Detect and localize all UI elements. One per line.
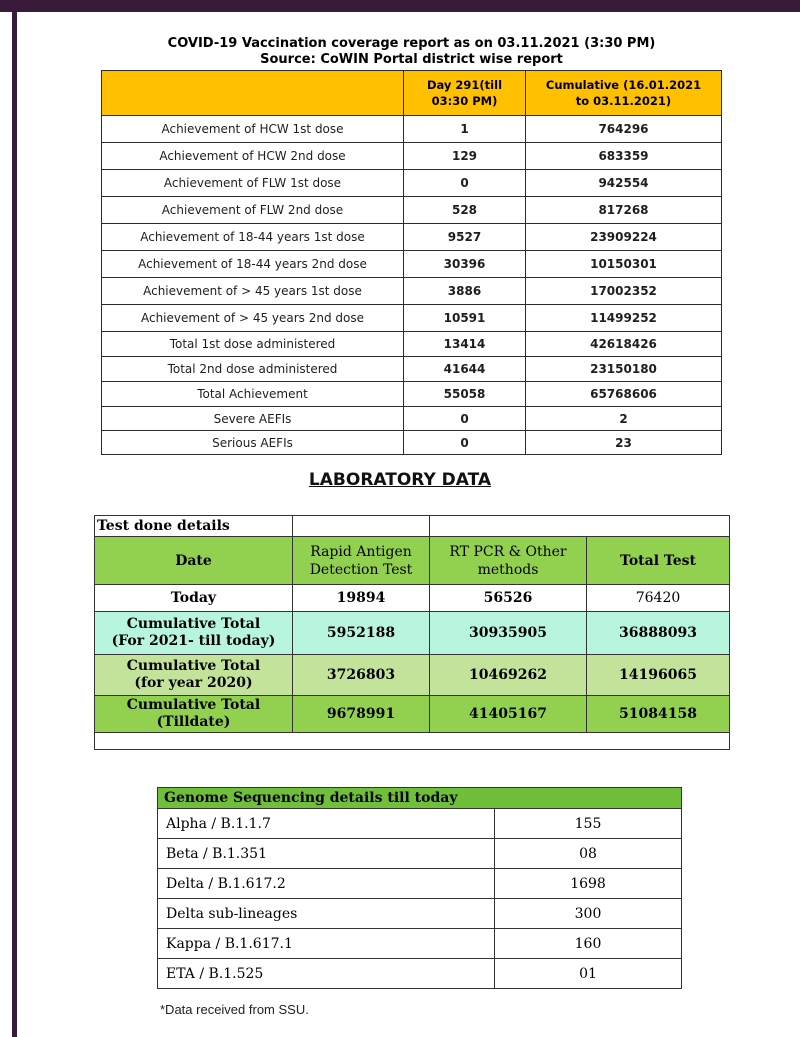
row-label: Achievement of 18-44 years 2nd dose bbox=[102, 251, 404, 278]
table-row bbox=[95, 696, 730, 733]
header-day-line2: 03:30 PM) bbox=[431, 94, 498, 108]
row-label: Total 1st dose administered bbox=[102, 332, 404, 357]
lab-rtpcr-value: 10469262 bbox=[430, 655, 587, 696]
table-row bbox=[102, 116, 722, 143]
variant-count: 160 bbox=[495, 929, 682, 959]
table-row bbox=[158, 869, 682, 899]
lab-table-footer-spacer bbox=[95, 733, 730, 750]
vaccination-report-title bbox=[102, 34, 722, 71]
row-day-value: 30396 bbox=[404, 251, 526, 278]
lab-header-rapid-line1: Rapid Antigen bbox=[310, 543, 412, 560]
genome-table-title: Genome Sequencing details till today bbox=[158, 788, 682, 809]
row-cumulative-value: 23 bbox=[526, 431, 722, 455]
lab-row-label bbox=[95, 612, 293, 655]
row-day-value: 9527 bbox=[404, 224, 526, 251]
table-row bbox=[158, 929, 682, 959]
row-day-value: 55058 bbox=[404, 382, 526, 407]
row-day-value: 3886 bbox=[404, 278, 526, 305]
variant-name: ETA / B.1.525 bbox=[158, 959, 495, 989]
table-row bbox=[158, 959, 682, 989]
table-row bbox=[158, 839, 682, 869]
lab-row-label bbox=[95, 655, 293, 696]
row-cumulative-value: 2 bbox=[526, 407, 722, 431]
lab-row-label bbox=[95, 585, 293, 612]
row-day-value: 10591 bbox=[404, 305, 526, 332]
table-row bbox=[102, 170, 722, 197]
variant-name: Alpha / B.1.1.7 bbox=[158, 809, 495, 839]
row-cumulative-value: 10150301 bbox=[526, 251, 722, 278]
variant-name: Delta sub-lineages bbox=[158, 899, 495, 929]
row-day-value: 0 bbox=[404, 431, 526, 455]
row-cumulative-value: 764296 bbox=[526, 116, 722, 143]
row-label: Achievement of 18-44 years 1st dose bbox=[102, 224, 404, 251]
lab-header-rtpcr bbox=[430, 537, 587, 585]
table-row bbox=[102, 382, 722, 407]
vaccination-coverage-table bbox=[101, 34, 722, 455]
row-day-value: 0 bbox=[404, 170, 526, 197]
lab-rtpcr-value: 56526 bbox=[430, 585, 587, 612]
variant-name: Beta / B.1.351 bbox=[158, 839, 495, 869]
row-label: Total 2nd dose administered bbox=[102, 357, 404, 382]
table-row bbox=[95, 655, 730, 696]
vaccination-title-line2: Source: CoWIN Portal district wise report bbox=[260, 52, 563, 67]
lab-total-value: 14196065 bbox=[587, 655, 730, 696]
table-row bbox=[95, 612, 730, 655]
lab-total-value: 76420 bbox=[587, 585, 730, 612]
detail-blank-cell bbox=[293, 516, 430, 537]
table-row bbox=[102, 278, 722, 305]
table-row bbox=[102, 431, 722, 455]
row-cumulative-value: 17002352 bbox=[526, 278, 722, 305]
table-row bbox=[102, 332, 722, 357]
vaccination-header-blank bbox=[102, 71, 404, 116]
page-left-border bbox=[12, 12, 17, 1037]
lab-rapid-value: 9678991 bbox=[293, 696, 430, 733]
lab-row-label-line2: (for year 2020) bbox=[134, 675, 253, 691]
row-label: Severe AEFIs bbox=[102, 407, 404, 431]
table-row bbox=[158, 899, 682, 929]
table-row bbox=[102, 357, 722, 382]
row-cumulative-value: 942554 bbox=[526, 170, 722, 197]
lab-rtpcr-value: 41405167 bbox=[430, 696, 587, 733]
lab-total-value: 51084158 bbox=[587, 696, 730, 733]
lab-rapid-value: 19894 bbox=[293, 585, 430, 612]
variant-name: Delta / B.1.617.2 bbox=[158, 869, 495, 899]
header-cum-line2: to 03.11.2021) bbox=[575, 94, 672, 108]
table-row bbox=[102, 197, 722, 224]
page-top-border bbox=[0, 0, 800, 12]
lab-row-label-line1: Cumulative Total bbox=[126, 658, 261, 674]
variant-name: Kappa / B.1.617.1 bbox=[158, 929, 495, 959]
row-cumulative-value: 42618426 bbox=[526, 332, 722, 357]
vaccination-title-line1: COVID-19 Vaccination coverage report as on 03.11.2021 (3:30 PM) bbox=[167, 36, 656, 51]
table-row bbox=[95, 585, 730, 612]
lab-total-value: 36888093 bbox=[587, 612, 730, 655]
row-day-value: 13414 bbox=[404, 332, 526, 357]
lab-row-label-line1: Today bbox=[170, 589, 217, 606]
row-day-value: 528 bbox=[404, 197, 526, 224]
table-row bbox=[102, 407, 722, 431]
variant-count: 01 bbox=[495, 959, 682, 989]
lab-row-label-line1: Cumulative Total bbox=[126, 616, 261, 632]
row-day-value: 1 bbox=[404, 116, 526, 143]
data-source-footnote: *Data received from SSU. bbox=[160, 1002, 309, 1017]
row-label: Achievement of FLW 2nd dose bbox=[102, 197, 404, 224]
lab-header-rtpcr-line1: RT PCR & Other bbox=[449, 543, 567, 560]
row-label: Total Achievement bbox=[102, 382, 404, 407]
row-cumulative-value: 11499252 bbox=[526, 305, 722, 332]
laboratory-heading: LABORATORY DATA bbox=[308, 470, 492, 490]
genome-sequencing-table bbox=[157, 787, 682, 989]
lab-header-total: Total Test bbox=[587, 537, 730, 585]
row-label: Achievement of > 45 years 2nd dose bbox=[102, 305, 404, 332]
lab-row-label-line2: (Tilldate) bbox=[156, 714, 231, 730]
row-cumulative-value: 65768606 bbox=[526, 382, 722, 407]
lab-header-rtpcr-line2: methods bbox=[477, 561, 539, 578]
test-done-details-label: Test done details bbox=[95, 516, 293, 537]
lab-header-date: Date bbox=[95, 537, 293, 585]
vaccination-header-cumulative bbox=[526, 71, 722, 116]
row-label: Achievement of HCW 1st dose bbox=[102, 116, 404, 143]
row-label: Achievement of > 45 years 1st dose bbox=[102, 278, 404, 305]
row-cumulative-value: 683359 bbox=[526, 143, 722, 170]
lab-rtpcr-value: 30935905 bbox=[430, 612, 587, 655]
variant-count: 08 bbox=[495, 839, 682, 869]
variant-count: 300 bbox=[495, 899, 682, 929]
row-label: Serious AEFIs bbox=[102, 431, 404, 455]
table-row bbox=[158, 809, 682, 839]
lab-row-label bbox=[95, 696, 293, 733]
variant-count: 155 bbox=[495, 809, 682, 839]
variant-count: 1698 bbox=[495, 869, 682, 899]
lab-row-label-line2: (For 2021- till today) bbox=[111, 633, 276, 649]
lab-rapid-value: 3726803 bbox=[293, 655, 430, 696]
table-row bbox=[102, 224, 722, 251]
table-row bbox=[102, 305, 722, 332]
detail-blank-cell bbox=[430, 516, 730, 537]
vaccination-header-day bbox=[404, 71, 526, 116]
table-row bbox=[102, 251, 722, 278]
row-label: Achievement of HCW 2nd dose bbox=[102, 143, 404, 170]
row-cumulative-value: 23150180 bbox=[526, 357, 722, 382]
table-row bbox=[102, 143, 722, 170]
lab-row-label-line1: Cumulative Total bbox=[126, 697, 261, 713]
header-cum-line1: Cumulative (16.01.2021 bbox=[545, 78, 702, 92]
lab-rapid-value: 5952188 bbox=[293, 612, 430, 655]
header-day-line1: Day 291(till bbox=[426, 78, 503, 92]
lab-header-rapid-line2: Detection Test bbox=[309, 561, 413, 578]
row-day-value: 0 bbox=[404, 407, 526, 431]
row-day-value: 129 bbox=[404, 143, 526, 170]
row-cumulative-value: 23909224 bbox=[526, 224, 722, 251]
laboratory-data-table bbox=[94, 515, 730, 750]
row-cumulative-value: 817268 bbox=[526, 197, 722, 224]
row-day-value: 41644 bbox=[404, 357, 526, 382]
lab-header-rapid bbox=[293, 537, 430, 585]
row-label: Achievement of FLW 1st dose bbox=[102, 170, 404, 197]
